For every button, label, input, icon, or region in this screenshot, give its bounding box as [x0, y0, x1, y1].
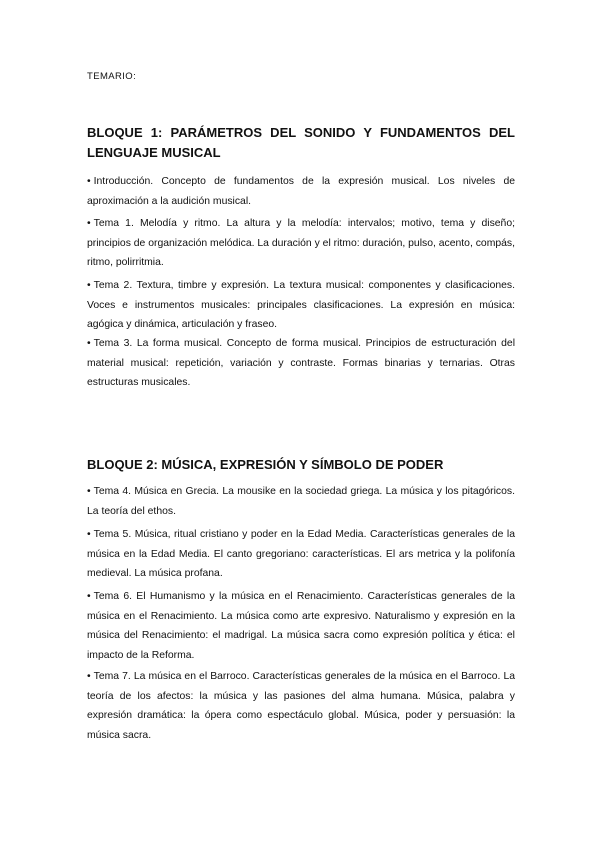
- item-text: Introducción. Concepto de fundamentos de la expresión musical. Los niveles de aproximación a la audición musical.: [87, 176, 515, 207]
- temario-label: TEMARIO:: [87, 71, 137, 82]
- bloque-2-item-tema-5: [87, 525, 515, 584]
- item-text: Tema 7. La música en el Barroco. Características generales de la música en el Barroco. La teoría de los afectos: la música y las pasiones del alma humana. Música, palabra y expresión dramática: la ópera como espectáculo global. Música, poder y persuasión: la música sacra.: [87, 671, 515, 741]
- item-text: Tema 3. La forma musical. Concepto de forma musical. Principios de estructuración del material musical: repetición, variación y contraste. Formas binarias y ternarias. Otras estructuras musicales.: [87, 338, 515, 388]
- item-text: Tema 2. Textura, timbre y expresión. La textura musical: componentes y clasificaciones. Voces e instrumentos musicales: principales clasificaciones. La expresión en música: agógica y dinámica, articulación y fraseo.: [87, 280, 515, 330]
- bloque-1-item-tema-3: [87, 334, 515, 393]
- item-text: Tema 4. Música en Grecia. La mousike en la sociedad griega. La música y los pitagóricos. La teoría del ethos.: [87, 486, 515, 517]
- bullet-icon: •: [87, 486, 91, 497]
- bloque-2-heading: BLOQUE 2: MÚSICA, EXPRESIÓN Y SÍMBOLO DE PODER: [87, 457, 444, 472]
- bloque-2-item-tema-7: [87, 667, 515, 745]
- bullet-icon: •: [87, 338, 91, 349]
- bloque-1-item-tema-2: [87, 276, 515, 335]
- item-text: Tema 1. Melodía y ritmo. La altura y la melodía: intervalos; motivo, tema y diseño; principios de organización melódica. La duración y el ritmo: duración, pulso, acento, compás, ritmo, polirritmia.: [87, 218, 515, 268]
- bloque-1-item-tema-1: [87, 214, 515, 273]
- bullet-icon: •: [87, 218, 91, 229]
- bloque-1-item-introduccion: [87, 172, 515, 211]
- bloque-1-heading: BLOQUE 1: PARÁMETROS DEL SONIDO Y FUNDAMENTOS DEL LENGUAJE MUSICAL: [87, 125, 515, 160]
- item-text: Tema 5. Música, ritual cristiano y poder en la Edad Media. Características generales de la música en la Edad Media. El canto gregoriano: características. El ars metrica y la polifonía medieval. La música profana.: [87, 529, 515, 579]
- bloque-2-item-tema-6: [87, 587, 515, 665]
- bullet-icon: •: [87, 671, 91, 682]
- bullet-icon: •: [87, 280, 91, 291]
- bullet-icon: •: [87, 176, 91, 187]
- bullet-icon: •: [87, 529, 91, 540]
- item-text: Tema 6. El Humanismo y la música en el Renacimiento. Características generales de la música en el Renacimiento. La música como arte expresivo. Naturalismo y expresión en la música del Renacimiento: el madrigal. La música sacra como expresión política y ética: el impacto de la Reforma.: [87, 591, 515, 661]
- bullet-icon: •: [87, 591, 91, 602]
- bloque-2-item-tema-4: [87, 482, 515, 521]
